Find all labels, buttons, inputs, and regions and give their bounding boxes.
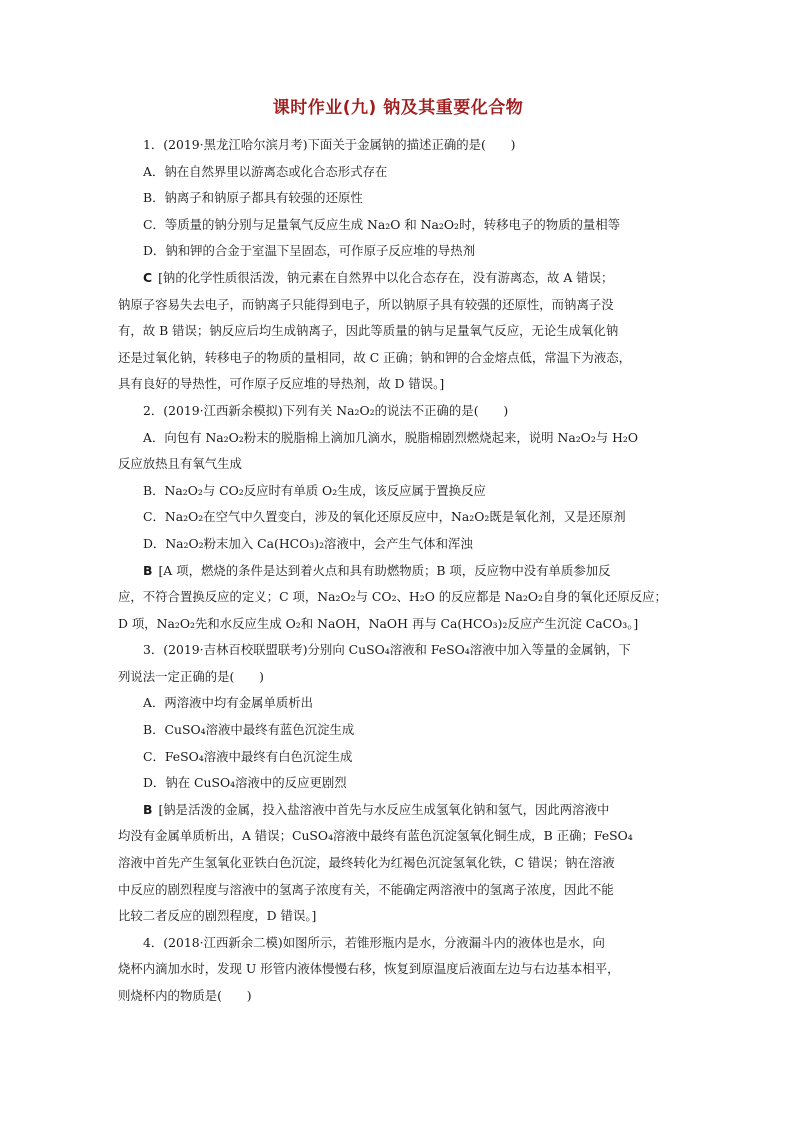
question-3-explanation-text: [钠是活泼的金属，投入盐溶液中首先与水反应生成氢氧化钠和氢气，因此两溶液中 [158,801,610,817]
question-1-option-c: C．等质量的钠分别与足量氧气反应生成 Na₂O 和 Na₂O₂时，转移电子的物质的量相等 [143,216,621,232]
question-1-explanation-line: 有，故 B 错误；钠反应后均生成钠离子，因此等质量的钠与足量氧气反应，无论生成氧化钠 [118,323,619,339]
question-2-option-d: D．Na₂O₂粉末加入 Ca(HCO₃)₂溶液中，会产生气体和浑浊 [143,535,473,551]
question-3-answer-letter: B [143,801,153,817]
question-2-explanation-text: [A 项，燃烧的条件是达到着火点和具有助燃物质；B 项，反应物中没有单质参加反 [158,562,611,578]
question-4-stem: 4．(2018·江西新余二模)如图所示，若锥形瓶内是水，分液漏斗内的液体也是水，向 [143,934,605,950]
question-3-explanation-line: 溶液中首先产生氢氧化亚铁白色沉淀，最终转化为红褐色沉淀氢氧化铁，C 错误；钠在溶液 [118,855,615,871]
question-1-option-d: D．钠和钾的合金于室温下呈固态，可作原子反应堆的导热剂 [143,243,476,259]
question-2-option-b: B．Na₂O₂与 CO₂反应时有单质 O₂生成，该反应属于置换反应 [143,482,486,498]
question-2-explanation-line: 应，不符合置换反应的定义；C 项，Na₂O₂与 CO₂、H₂O 的反应都是 Na₂O₂自身的氧化还原反应； [118,589,667,605]
question-4-stem-cont: 则烧杯内的物质是( ) [118,988,252,1003]
question-2-explanation-line [118,558,678,585]
worksheet-page [118,96,678,1010]
question-1-stem: 1．(2019·黑龙江哈尔滨月考)下面关于金属钠的描述正确的是( ) [143,137,516,152]
question-3-option-a: A．两溶液中均有金属单质析出 [143,695,314,711]
question-2-answer-letter: B [143,562,153,578]
question-2-option-a-cont: 反应放热且有氧气生成 [118,456,242,472]
question-3-stem: 3．(2019·吉林百校联盟联考)分别向 CuSO₄溶液和 FeSO₄溶液中加入等量的金属钠，下 [143,642,631,658]
question-3-explanation-line: 中反应的剧烈程度与溶液中的氢离子浓度有关，不能确定两溶液中的氢离子浓度，因此不能 [118,881,614,897]
question-3-explanation-line [118,797,678,824]
question-1-option-a: A．钠在自然界里以游离态或化合态形式存在 [143,163,388,179]
page-title: 课时作业(九) 钠及其重要化合物 [272,98,524,118]
question-2-option-c: C．Na₂O₂在空气中久置变白，涉及的氧化还原反应中，Na₂O₂既是氧化剂，又是还原剂 [143,509,626,525]
question-2-stem: 2．(2019·江西新余模拟)下列有关 Na₂O₂的说法不正确的是( ) [143,402,509,418]
question-3-explanation-line: 均没有金属单质析出，A 错误；CuSO₄溶液中最终有蓝色沉淀氢氧化铜生成，B 正确；FeSO₄ [118,828,633,844]
question-1-explanation-line: 具有良好的导热性，可作原子反应堆的导热剂，故 D 错误。] [118,376,445,392]
question-3-option-d: D．钠在 CuSO₄溶液中的反应更剧烈 [143,775,347,791]
question-3-option-b: B．CuSO₄溶液中最终有蓝色沉淀生成 [143,722,355,738]
question-3-explanation-line: 比较二者反应的剧烈程度，D 错误。] [118,908,317,924]
question-1-answer-letter: C [143,269,153,285]
question-4-stem-cont: 烧杯内滴加水时，发现 U 形管内液体慢慢右移，恢复到原温度后液面左边与右边基本相平， [118,961,620,977]
question-1-explanation-text: [钠的化学性质很活泼，钠元素在自然界中以化合态存在，没有游离态，故 A 错误； [158,269,614,285]
question-1-explanation-line [118,265,678,292]
question-3-option-c: C．FeSO₄溶液中最终有白色沉淀生成 [143,748,353,764]
question-1-option-b: B．钠离子和钠原子都具有较强的还原性 [143,190,363,206]
question-1-explanation-line: 钠原子容易失去电子，而钠离子只能得到电子，所以钠原子具有较强的还原性，而钠离子没 [118,296,614,312]
question-2-option-a: A．向包有 Na₂O₂粉末的脱脂棉上滴加几滴水，脱脂棉剧烈燃烧起来，说明 Na₂O₂与 H₂O [143,429,639,445]
question-2-explanation-line: D 项，Na₂O₂先和水反应生成 O₂和 NaOH，NaOH 再与 Ca(HCO₃)₂反应产生沉淀 CaCO₃。] [118,615,639,631]
question-1-explanation-line: 还是过氧化钠，转移电子的物质的量相同，故 C 正确；钠和钾的合金熔点低，常温下为液态， [118,349,631,365]
question-3-stem-cont: 列说法一定正确的是( ) [118,668,264,684]
